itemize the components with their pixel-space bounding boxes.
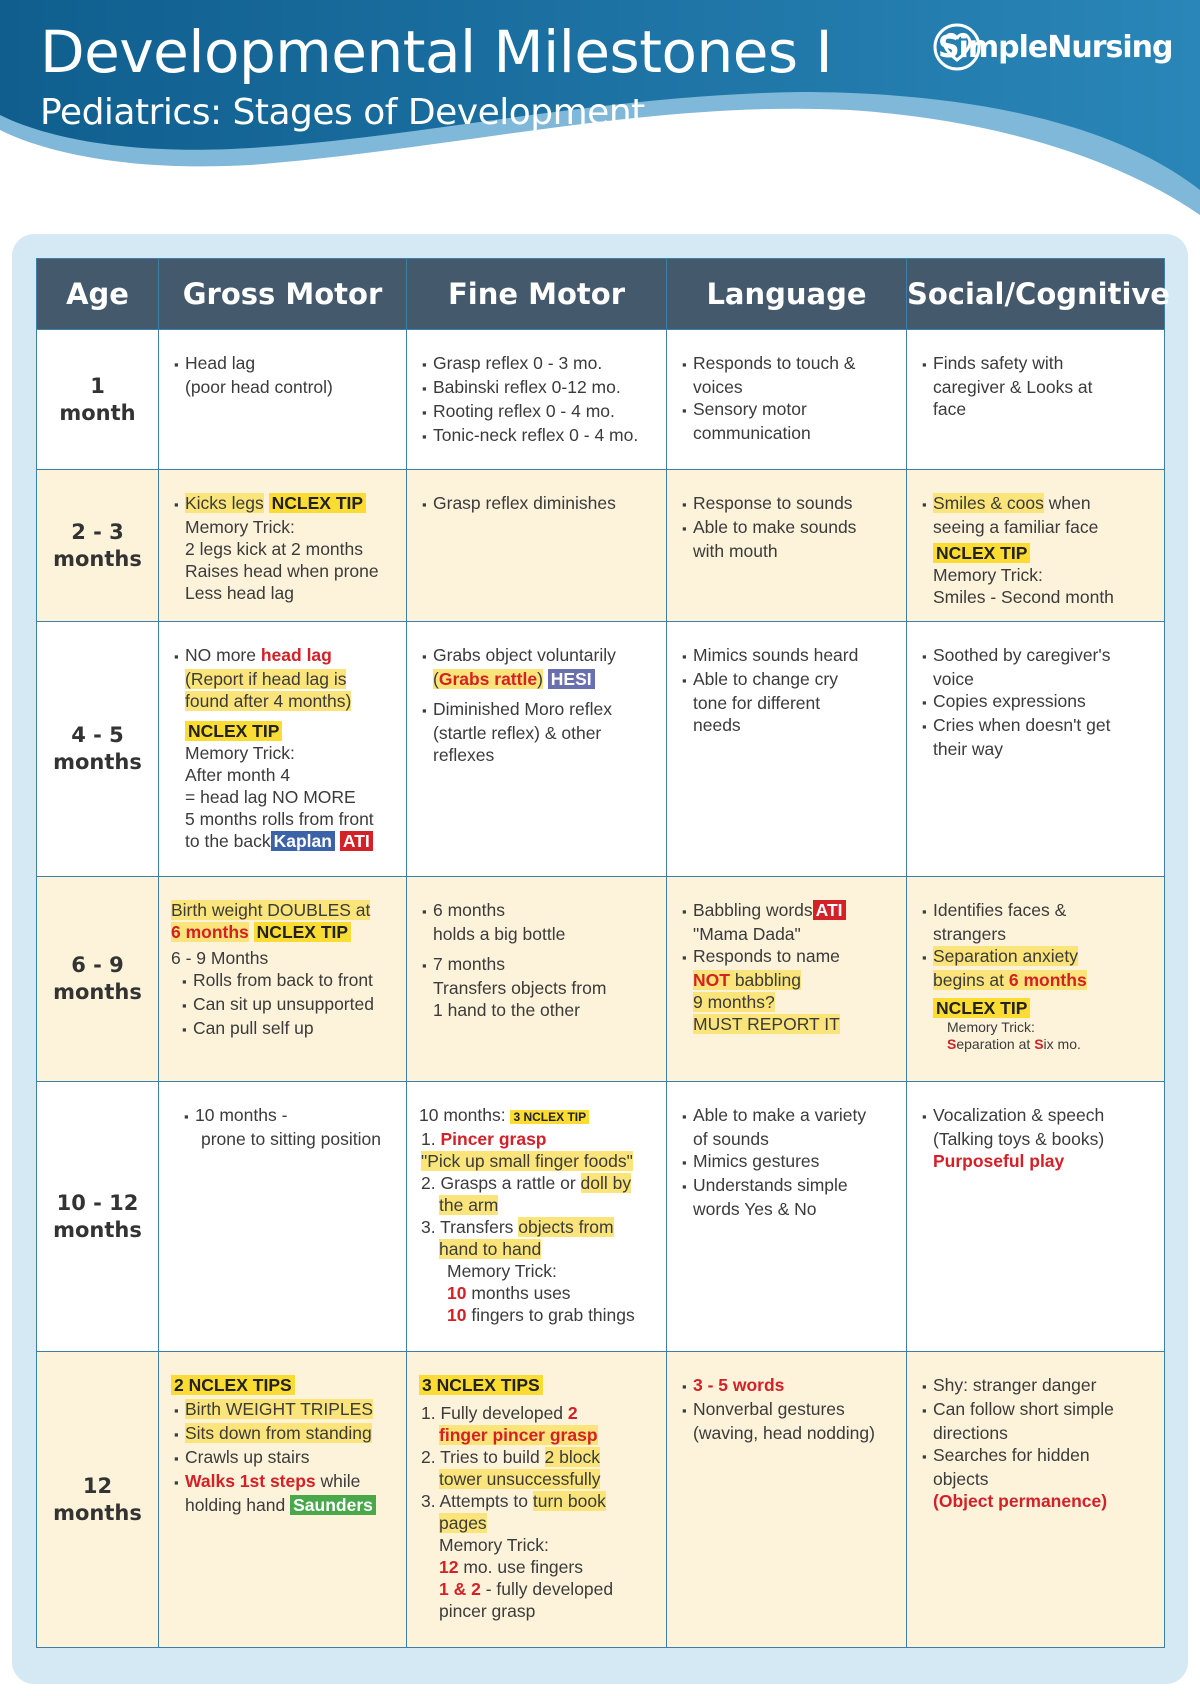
memory-trick-label: Memory Trick: bbox=[439, 1535, 549, 1555]
list-item bbox=[419, 1556, 658, 1578]
list-item: tone for different bbox=[693, 693, 821, 713]
list-item bbox=[171, 690, 398, 712]
age-cell bbox=[37, 470, 159, 622]
red-text: 6 months bbox=[171, 922, 249, 942]
list-item bbox=[419, 1374, 658, 1396]
list-item: ▪ Can follow short simple bbox=[919, 1398, 1156, 1422]
list-item bbox=[419, 1578, 658, 1600]
language-cell bbox=[667, 877, 907, 1082]
highlight-text bbox=[433, 669, 543, 689]
list-item bbox=[171, 720, 398, 742]
list-item: ▪ Mimics sounds heard bbox=[679, 644, 898, 668]
table-header-row bbox=[37, 259, 1165, 330]
list-item: ▪ 10 months - bbox=[171, 1104, 398, 1128]
list-item: their way bbox=[933, 739, 1004, 759]
list-item: of sounds bbox=[693, 1129, 769, 1149]
text-run: 3. Transfers bbox=[421, 1217, 519, 1237]
list-item bbox=[679, 1013, 898, 1035]
highlight-text bbox=[693, 970, 801, 990]
list-item bbox=[419, 1104, 658, 1128]
list-item: holds a big bottle bbox=[433, 924, 566, 944]
age-unit: months bbox=[53, 750, 142, 774]
fine-motor-cell bbox=[407, 622, 667, 877]
list-item: (Talking toys & books) bbox=[933, 1129, 1105, 1149]
red-text: Walks 1st steps bbox=[185, 1471, 316, 1491]
red-text: head lag bbox=[260, 645, 332, 665]
list-item bbox=[919, 945, 1156, 969]
text-run: months uses bbox=[466, 1283, 571, 1303]
list-item: ▪ Identifies faces & bbox=[919, 899, 1156, 923]
list-item: ▪ Babinski reflex 0-12 mo. bbox=[419, 376, 658, 400]
list-item: ▪ Shy: stranger danger bbox=[919, 1374, 1156, 1398]
list-item: ▪ Sensory motor bbox=[679, 398, 898, 422]
list-item bbox=[171, 921, 398, 943]
brand-logo bbox=[932, 22, 1173, 72]
list-item bbox=[419, 1490, 658, 1512]
list-item bbox=[679, 899, 898, 923]
social-cognitive-cell bbox=[907, 470, 1165, 622]
memory-trick-label: Memory Trick: bbox=[947, 1019, 1035, 1035]
red-text: 3 - 5 words bbox=[693, 1375, 785, 1395]
text-run: while bbox=[315, 1471, 361, 1491]
text-run: eparation at bbox=[956, 1036, 1035, 1052]
list-item: ▪ Able to make a variety bbox=[679, 1104, 898, 1128]
red-text: NOT bbox=[693, 970, 730, 990]
fine-motor-cell bbox=[407, 470, 667, 622]
list-item: = head lag NO MORE bbox=[185, 787, 356, 807]
memory-trick-label: Memory Trick: bbox=[447, 1261, 557, 1281]
highlight-text: Kicks legs bbox=[185, 493, 264, 513]
age-cell bbox=[37, 622, 159, 877]
list-item: ▪ Can sit up unsupported bbox=[171, 993, 398, 1017]
page-title: Developmental Milestones I bbox=[40, 18, 833, 86]
highlight-text: MUST REPORT IT bbox=[693, 1014, 840, 1034]
list-item: ▪ Able to make sounds bbox=[679, 516, 898, 540]
nclex-tip-badge: 3 NCLEX TIP bbox=[510, 1110, 589, 1124]
highlight-text: Birth weight DOUBLES at bbox=[171, 900, 371, 920]
list-item bbox=[919, 969, 1156, 991]
list-item: 6 - 9 Months bbox=[171, 948, 269, 968]
list-item: After month 4 bbox=[185, 765, 291, 785]
brand-name: SimpleNursing bbox=[938, 29, 1173, 65]
social-cognitive-cell bbox=[907, 330, 1165, 470]
list-item: ▪ Grasp reflex 0 - 3 mo. bbox=[419, 352, 658, 376]
list-item bbox=[419, 668, 658, 690]
memory-trick-text bbox=[919, 1036, 1156, 1053]
gross-motor-cell bbox=[159, 470, 407, 622]
list-item: ▪ Searches for hidden bbox=[919, 1444, 1156, 1468]
red-text: 1 & 2 bbox=[439, 1579, 481, 1599]
nclex-tip-badge: 2 NCLEX TIPS bbox=[171, 1375, 295, 1395]
fine-motor-cell bbox=[407, 1082, 667, 1352]
red-text: S bbox=[1034, 1036, 1044, 1052]
column-header-age: Age bbox=[37, 259, 159, 330]
text-run: Babbling words bbox=[693, 900, 813, 920]
red-text: Pincer grasp bbox=[440, 1129, 547, 1149]
text-run: 3. Attempts to bbox=[421, 1491, 533, 1511]
highlight-text: Smiles & coos bbox=[933, 493, 1044, 513]
age-unit: months bbox=[53, 980, 142, 1004]
fine-motor-cell bbox=[407, 330, 667, 470]
social-cognitive-cell bbox=[907, 1082, 1165, 1352]
highlight-text bbox=[933, 970, 1087, 990]
list-item: ▪ Grasp reflex diminishes bbox=[419, 492, 658, 516]
list-item bbox=[679, 969, 898, 991]
list-item bbox=[419, 1172, 658, 1194]
list-item bbox=[919, 542, 1156, 564]
table-row bbox=[37, 470, 1165, 622]
red-text: Purposeful play bbox=[933, 1151, 1065, 1171]
list-item bbox=[419, 1446, 658, 1468]
age-unit: months bbox=[53, 546, 142, 571]
list-item: with mouth bbox=[693, 541, 778, 561]
kaplan-badge: Kaplan bbox=[271, 831, 335, 851]
list-item bbox=[419, 1282, 658, 1304]
list-item: objects bbox=[933, 1469, 989, 1489]
list-item: directions bbox=[933, 1423, 1008, 1443]
text-run: - fully developed bbox=[480, 1579, 614, 1599]
text-run: 10 months: bbox=[419, 1105, 511, 1125]
list-item: Less head lag bbox=[185, 583, 294, 603]
language-cell bbox=[667, 470, 907, 622]
list-item: ▪ Cries when doesn't get bbox=[919, 714, 1156, 738]
social-cognitive-cell bbox=[907, 1352, 1165, 1648]
nclex-tip-badge: NCLEX TIP bbox=[933, 998, 1030, 1018]
highlight-text: Birth WEIGHT TRIPLES bbox=[185, 1399, 374, 1419]
social-cognitive-cell bbox=[907, 877, 1165, 1082]
table-row bbox=[37, 1352, 1165, 1648]
list-item: ▪ Mimics gestures bbox=[679, 1150, 898, 1174]
list-item: 5 months rolls from front bbox=[185, 809, 374, 829]
red-text: 10 bbox=[447, 1283, 467, 1303]
hesi-badge: HESI bbox=[548, 669, 595, 689]
list-item: ▪ Soothed by caregiver's bbox=[919, 644, 1156, 668]
list-item: Transfers objects from bbox=[433, 978, 607, 998]
list-item bbox=[171, 644, 398, 668]
list-item: ▪ Responds to touch & bbox=[679, 352, 898, 376]
list-item: Raises head when prone bbox=[185, 561, 379, 581]
age-value: 6 - 9 bbox=[71, 953, 124, 977]
list-item bbox=[919, 492, 1156, 516]
list-item bbox=[419, 1512, 658, 1534]
milestones-table bbox=[36, 258, 1170, 1648]
list-item bbox=[171, 1494, 398, 1516]
list-item bbox=[419, 1194, 658, 1216]
list-item: reflexes bbox=[433, 745, 495, 765]
list-item bbox=[171, 668, 398, 690]
list-item: seeing a familiar face bbox=[933, 517, 1099, 537]
red-text: 2 bbox=[567, 1403, 578, 1423]
text-run: ) bbox=[537, 669, 543, 689]
list-item bbox=[419, 1216, 658, 1238]
list-item: ▪ Tonic-neck reflex 0 - 4 mo. bbox=[419, 424, 658, 448]
list-item: ▪ Understands simple bbox=[679, 1174, 898, 1198]
nclex-tip-badge: NCLEX TIP bbox=[933, 543, 1030, 563]
fine-motor-cell bbox=[407, 1352, 667, 1648]
gross-motor-cell bbox=[159, 877, 407, 1082]
highlight-text: 9 months? bbox=[693, 992, 775, 1012]
text-run: babbling bbox=[729, 970, 801, 990]
gross-motor-cell bbox=[159, 330, 407, 470]
list-item: (startle reflex) & other bbox=[433, 723, 602, 743]
list-item: ▪ Vocalization & speech bbox=[919, 1104, 1156, 1128]
list-item: ▪ Crawls up stairs bbox=[171, 1446, 398, 1470]
list-item: 2 legs kick at 2 months bbox=[185, 539, 363, 559]
text-run: NO more bbox=[185, 645, 261, 665]
list-item: pincer grasp bbox=[439, 1601, 536, 1621]
age-value: 1 bbox=[90, 373, 105, 398]
highlight-text: Sits down from standing bbox=[185, 1423, 372, 1443]
list-item bbox=[419, 1304, 658, 1326]
list-item: ▪ Finds safety with bbox=[919, 352, 1156, 376]
list-item bbox=[171, 492, 398, 516]
nclex-tip-badge: NCLEX TIP bbox=[185, 721, 282, 741]
list-item: needs bbox=[693, 715, 741, 735]
gross-motor-cell bbox=[159, 622, 407, 877]
list-item: ▪ Responds to name bbox=[679, 945, 898, 969]
highlight-text: found after 4 months) bbox=[185, 691, 352, 711]
age-cell bbox=[37, 1082, 159, 1352]
list-item bbox=[171, 1398, 398, 1422]
saunders-badge: Saunders bbox=[290, 1495, 376, 1515]
age-unit: month bbox=[59, 400, 136, 425]
text-run: 2. Grasps a rattle or bbox=[421, 1173, 581, 1193]
list-item: ▪ Diminished Moro reflex bbox=[419, 698, 658, 722]
list-item bbox=[419, 1424, 658, 1446]
gross-motor-cell bbox=[159, 1352, 407, 1648]
list-item: 1 hand to the other bbox=[433, 1000, 580, 1020]
text-run: begins at bbox=[933, 970, 1009, 990]
list-item bbox=[171, 1374, 398, 1396]
highlight-text: doll by bbox=[580, 1173, 632, 1193]
list-item: (poor head control) bbox=[185, 377, 333, 397]
column-header-language: Language bbox=[667, 259, 907, 330]
list-item bbox=[419, 1128, 658, 1150]
table-row bbox=[37, 877, 1165, 1082]
text-run: fingers to grab things bbox=[466, 1305, 635, 1325]
list-item bbox=[419, 1150, 658, 1172]
red-text: S bbox=[947, 1036, 957, 1052]
language-cell bbox=[667, 622, 907, 877]
list-item: voice bbox=[933, 669, 974, 689]
text-run: 2. Tries to build bbox=[421, 1447, 545, 1467]
list-item: ▪ Rolls from back to front bbox=[171, 969, 398, 993]
list-item bbox=[171, 830, 398, 852]
age-value: 12 bbox=[82, 1473, 113, 1498]
highlight-text: objects from bbox=[518, 1217, 614, 1237]
page-header bbox=[0, 0, 1200, 215]
text-run: ix mo. bbox=[1043, 1036, 1081, 1052]
list-item bbox=[171, 1422, 398, 1446]
memory-trick-label: Memory Trick: bbox=[185, 743, 295, 763]
red-text: Grabs rattle bbox=[438, 669, 538, 689]
text-run: to the back bbox=[185, 831, 271, 851]
list-item bbox=[419, 1402, 658, 1424]
list-item: ▪ Head lag bbox=[171, 352, 398, 376]
table-row bbox=[37, 330, 1165, 470]
highlight-text: 2 block bbox=[544, 1447, 600, 1467]
list-item bbox=[679, 1374, 898, 1398]
list-item: (waving, head nodding) bbox=[693, 1423, 875, 1443]
heart-stethoscope-icon bbox=[932, 22, 982, 72]
highlight-text: pages bbox=[439, 1513, 487, 1533]
highlight-text: (Report if head lag is bbox=[185, 669, 347, 689]
column-header-gross-motor: Gross Motor bbox=[159, 259, 407, 330]
table-row bbox=[37, 622, 1165, 877]
memory-trick-label: Memory Trick: bbox=[185, 517, 295, 537]
column-header-fine-motor: Fine Motor bbox=[407, 259, 667, 330]
list-item: ▪ Response to sounds bbox=[679, 492, 898, 516]
red-text: 6 months bbox=[1008, 970, 1087, 990]
list-item: "Mama Dada" bbox=[693, 924, 801, 944]
list-item bbox=[919, 1490, 1156, 1512]
column-header-social-cognitive: Social/Cognitive bbox=[907, 259, 1165, 330]
ati-badge: ATI bbox=[340, 831, 373, 851]
page-subtitle: Pediatrics: Stages of Development bbox=[40, 92, 645, 133]
language-cell bbox=[667, 330, 907, 470]
list-item: ▪ Able to change cry bbox=[679, 668, 898, 692]
text-run: when bbox=[1043, 493, 1091, 513]
list-item bbox=[419, 1238, 658, 1260]
age-cell bbox=[37, 877, 159, 1082]
red-text: (Object permanence) bbox=[933, 1491, 1108, 1511]
list-item: ▪ Grabs object voluntarily bbox=[419, 644, 658, 668]
text-run: holding hand bbox=[185, 1495, 286, 1515]
nclex-tip-badge: NCLEX TIP bbox=[254, 922, 351, 942]
table-row bbox=[37, 1082, 1165, 1352]
age-value: 4 - 5 bbox=[71, 723, 124, 747]
age-unit: months bbox=[53, 1500, 142, 1525]
language-cell bbox=[667, 1082, 907, 1352]
memory-trick-label: Memory Trick: bbox=[933, 565, 1043, 585]
list-item: ▪ Copies expressions bbox=[919, 690, 1156, 714]
age-unit: months bbox=[53, 1217, 142, 1242]
list-item: caregiver & Looks at bbox=[933, 377, 1093, 397]
list-item: strangers bbox=[933, 924, 1006, 944]
fine-motor-cell bbox=[407, 877, 667, 1082]
text-run: 1. Fully developed bbox=[421, 1403, 568, 1423]
nclex-tip-badge: 3 NCLEX TIPS bbox=[419, 1375, 543, 1395]
list-item bbox=[419, 1468, 658, 1490]
list-item: ▪ Can pull self up bbox=[171, 1017, 398, 1041]
red-text: finger pincer grasp bbox=[439, 1425, 598, 1445]
list-item: voices bbox=[693, 377, 743, 397]
highlight-text: "Pick up small finger foods" bbox=[421, 1151, 633, 1171]
list-item: prone to sitting position bbox=[201, 1129, 381, 1149]
ati-badge: ATI bbox=[813, 900, 846, 920]
nclex-tip-badge: NCLEX TIP bbox=[269, 493, 366, 513]
age-value: 10 - 12 bbox=[56, 1190, 139, 1215]
list-item: Smiles - Second month bbox=[933, 587, 1114, 607]
highlight-text: turn book bbox=[532, 1491, 606, 1511]
gross-motor-cell bbox=[159, 1082, 407, 1352]
language-cell bbox=[667, 1352, 907, 1648]
age-cell bbox=[37, 1352, 159, 1648]
text-run: mo. use fingers bbox=[458, 1557, 583, 1577]
highlight-text: hand to hand bbox=[439, 1239, 542, 1259]
list-item: ▪ 7 months bbox=[419, 953, 658, 977]
text-run: ( bbox=[433, 669, 439, 689]
list-item: face bbox=[933, 399, 967, 419]
age-value: 2 - 3 bbox=[71, 519, 124, 544]
list-item bbox=[171, 899, 398, 921]
highlight-text: Separation anxiety bbox=[933, 946, 1078, 966]
list-item: ▪ Rooting reflex 0 - 4 mo. bbox=[419, 400, 658, 424]
highlight-text: tower unsuccessfully bbox=[439, 1469, 601, 1489]
list-item bbox=[171, 1470, 398, 1494]
list-item bbox=[679, 991, 898, 1013]
red-text: 12 bbox=[439, 1557, 459, 1577]
list-item: words Yes & No bbox=[693, 1199, 817, 1219]
list-item: ▪ Nonverbal gestures bbox=[679, 1398, 898, 1422]
social-cognitive-cell bbox=[907, 622, 1165, 877]
list-item: communication bbox=[693, 423, 811, 443]
red-text: 10 bbox=[447, 1305, 467, 1325]
text-run: 1. bbox=[421, 1129, 441, 1149]
list-item: ▪ 6 months bbox=[419, 899, 658, 923]
highlight-text: the arm bbox=[439, 1195, 499, 1215]
list-item bbox=[919, 997, 1156, 1019]
age-cell bbox=[37, 330, 159, 470]
list-item bbox=[919, 1150, 1156, 1172]
